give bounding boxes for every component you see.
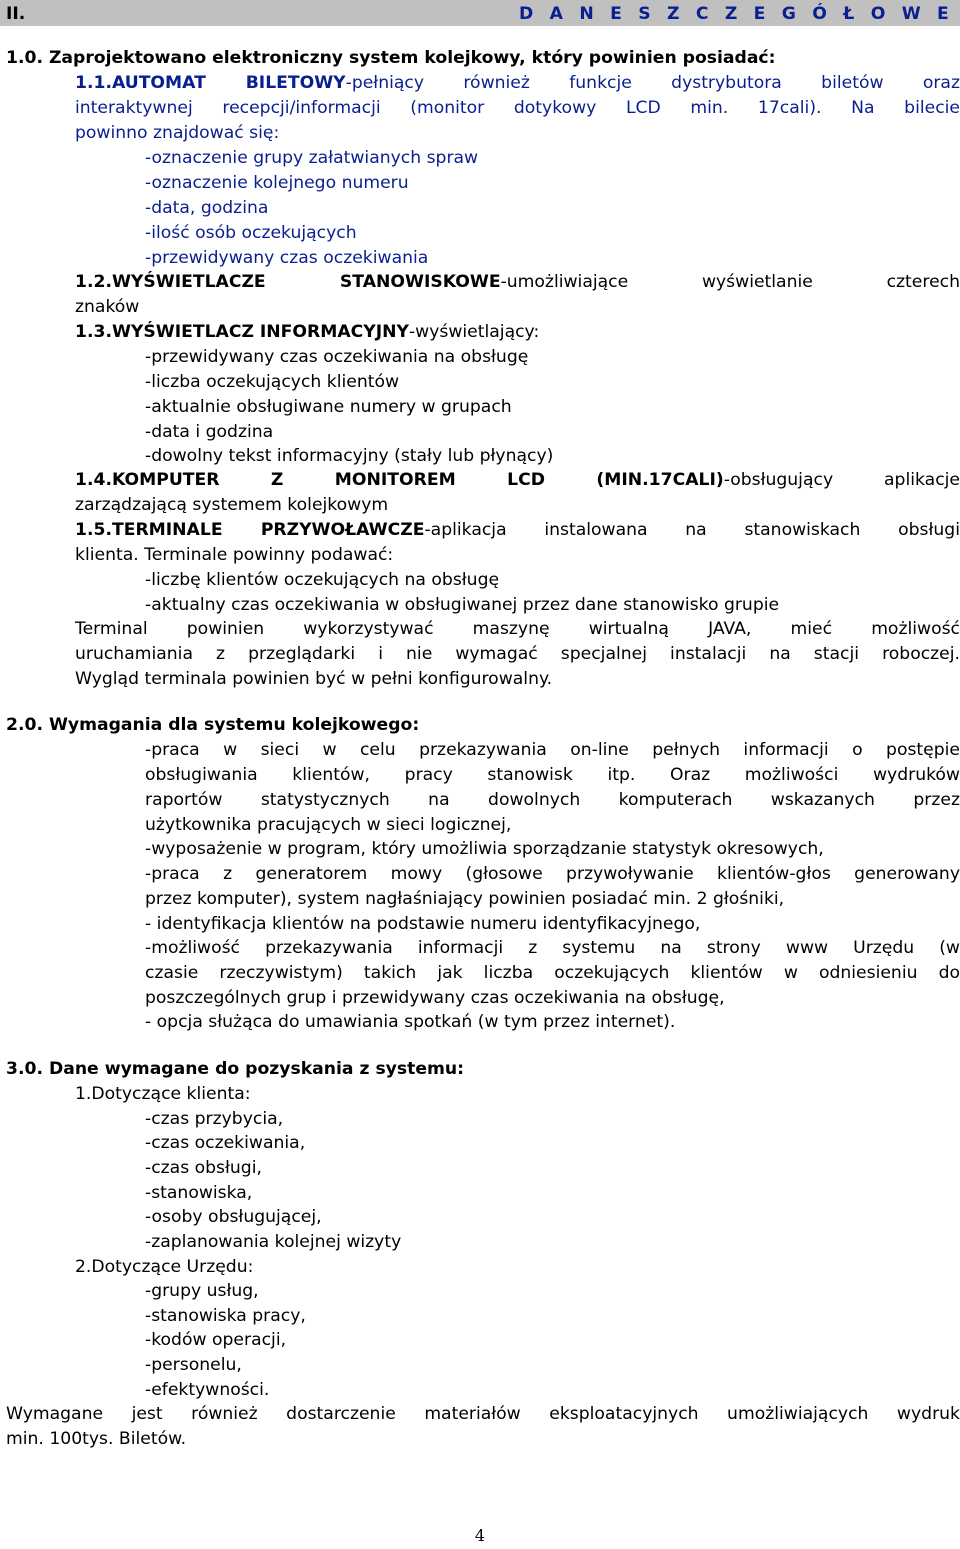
final-note-line-2: min. 100tys. Biletów. [6, 1429, 187, 1449]
subheading-client: 1.Dotyczące klienta: [75, 1084, 251, 1104]
terminal-paragraph-line-2: uruchamiania z przeglądarki i nie wymagać specjalnej instalacji na stacji roboczej. [75, 644, 960, 664]
item-1-3-label: 1.3.WYŚWIETLACZ INFORMACYJNY [75, 322, 409, 342]
list-item: -kodów operacji, [145, 1330, 287, 1350]
list-item: -grupy usług, [145, 1281, 259, 1301]
terminal-paragraph-line-3: Wygląd terminala powinien być w pełni konfigurowalny. [75, 669, 553, 689]
item-1-1-label: 1.1.AUTOMAT BILETOWY [75, 73, 346, 93]
list-item: -czas oczekiwania, [145, 1133, 306, 1153]
requirement-line: - identyfikacja klientów na podstawie numeru identyfikacyjnego, [145, 914, 701, 934]
list-item: -liczba oczekujących klientów [145, 372, 400, 392]
requirement-line: przez komputer), system nagłaśniający powinien posiadać min. 2 głośniki, [145, 889, 785, 909]
list-item: -liczbę klientów oczekujących na obsługę [145, 570, 500, 590]
list-item: -aktualnie obsługiwane numery w grupach [145, 397, 512, 417]
section-header-bar [0, 0, 960, 26]
heading-1-0: 1.0. Zaprojektowano elektroniczny system kolejkowy, który powinien posiadać: [6, 48, 776, 68]
list-item: -personelu, [145, 1355, 242, 1375]
item-1-3-text: -wyświetlający: [408, 322, 540, 342]
item-1-2-line-2: znaków [75, 297, 140, 317]
item-1-2-text: -umożliwiające wyświetlanie czterech [500, 272, 960, 292]
item-1-5-line-1 [75, 518, 960, 543]
list-item: -czas przybycia, [145, 1109, 284, 1129]
subheading-office: 2.Dotyczące Urzędu: [75, 1257, 254, 1277]
list-item: -przewidywany czas oczekiwania na obsługę [145, 347, 529, 367]
item-1-1-line-3: powinno znajdować się: [75, 123, 280, 143]
list-item: -czas obsługi, [145, 1158, 262, 1178]
section-roman-numeral: II. [6, 4, 26, 24]
item-1-5-line-2: klienta. Terminale powinny podawać: [75, 545, 394, 565]
item-1-1-line-2: interaktywnej recepcji/informacji (monitor dotykowy LCD min. 17cali). Na bilecie [75, 98, 960, 118]
list-item: -stanowiska, [145, 1183, 253, 1203]
requirement-line: poszczególnych grup i przewidywany czas oczekiwania na obsługę, [145, 988, 725, 1008]
item-1-1-line-1 [75, 71, 960, 96]
requirement-line: - opcja służąca do umawiania spotkań (w tym przez internet). [145, 1012, 676, 1032]
requirement-line: -praca w sieci w celu przekazywania on-line pełnych informacji o postępie [145, 740, 960, 760]
requirement-line: raportów statystycznych na dowolnych komputerach wskazanych przez [145, 790, 960, 810]
heading-2-0: 2.0. Wymagania dla systemu kolejkowego: [6, 715, 420, 735]
requirement-line: -możliwość przekazywania informacji z systemu na strony www Urzędu (w [145, 938, 960, 958]
item-1-4-line-1 [75, 468, 960, 493]
list-item: -data, godzina [145, 198, 269, 218]
requirement-line: -praca z generatorem mowy (głosowe przywoływanie klientów-głos generowany [145, 864, 960, 884]
item-1-4-line-2: zarządzającą systemem kolejkowym [75, 495, 389, 515]
heading-3-0: 3.0. Dane wymagane do pozyskania z systemu: [6, 1059, 464, 1079]
item-1-2-label: 1.2.WYŚWIETLACZE STANOWISKOWE [75, 272, 501, 292]
list-item: -oznaczenie grupy załatwianych spraw [145, 148, 479, 168]
item-1-2-line-1 [75, 270, 960, 295]
terminal-paragraph-line-1: Terminal powinien wykorzystywać maszynę wirtualną JAVA, mieć możliwość [75, 619, 960, 639]
item-1-1-text: -pełniący również funkcje dystrybutora biletów oraz [345, 73, 960, 93]
item-1-3-line-1 [75, 320, 539, 345]
list-item: -aktualny czas oczekiwania w obsługiwanej przez dane stanowisko grupie [145, 595, 780, 615]
requirement-line: -wyposażenie w program, który umożliwia sporządzanie statystyk okresowych, [145, 839, 824, 859]
list-item: -data i godzina [145, 422, 274, 442]
item-1-4-text: -obsługujący aplikacje [723, 470, 960, 490]
list-item: -stanowiska pracy, [145, 1306, 306, 1326]
list-item: -oznaczenie kolejnego numeru [145, 173, 409, 193]
list-item: -przewidywany czas oczekiwania [145, 248, 429, 268]
requirement-line: czasie rzeczywistym) takich jak liczba oczekujących klientów w odniesieniu do [145, 963, 960, 983]
list-item: -dowolny tekst informacyjny (stały lub płynący) [145, 446, 554, 466]
list-item: -ilość osób oczekujących [145, 223, 357, 243]
list-item: -osoby obsługującej, [145, 1207, 322, 1227]
requirement-line: obsługiwania klientów, pracy stanowisk itp. Oraz możliwości wydruków [145, 765, 960, 785]
list-item: -zaplanowania kolejnej wizyty [145, 1232, 402, 1252]
item-1-5-text: -aplikacja instalowana na stanowiskach obsługi [424, 520, 960, 540]
item-1-5-label: 1.5.TERMINALE PRZYWOŁAWCZE [75, 520, 425, 540]
list-item: -efektywności. [145, 1380, 270, 1400]
requirement-line: użytkownika pracujących w sieci logicznej, [145, 815, 512, 835]
section-title: D A N E S Z C Z E G Ó Ł O W E [519, 4, 954, 24]
page-number: 4 [474, 1526, 486, 1545]
item-1-4-label: 1.4.KOMPUTER Z MONITOREM LCD (MIN.17CALI) [75, 470, 724, 490]
final-note-line-1: Wymagane jest również dostarczenie materiałów eksploatacyjnych umożliwiających wydruk [6, 1404, 960, 1424]
